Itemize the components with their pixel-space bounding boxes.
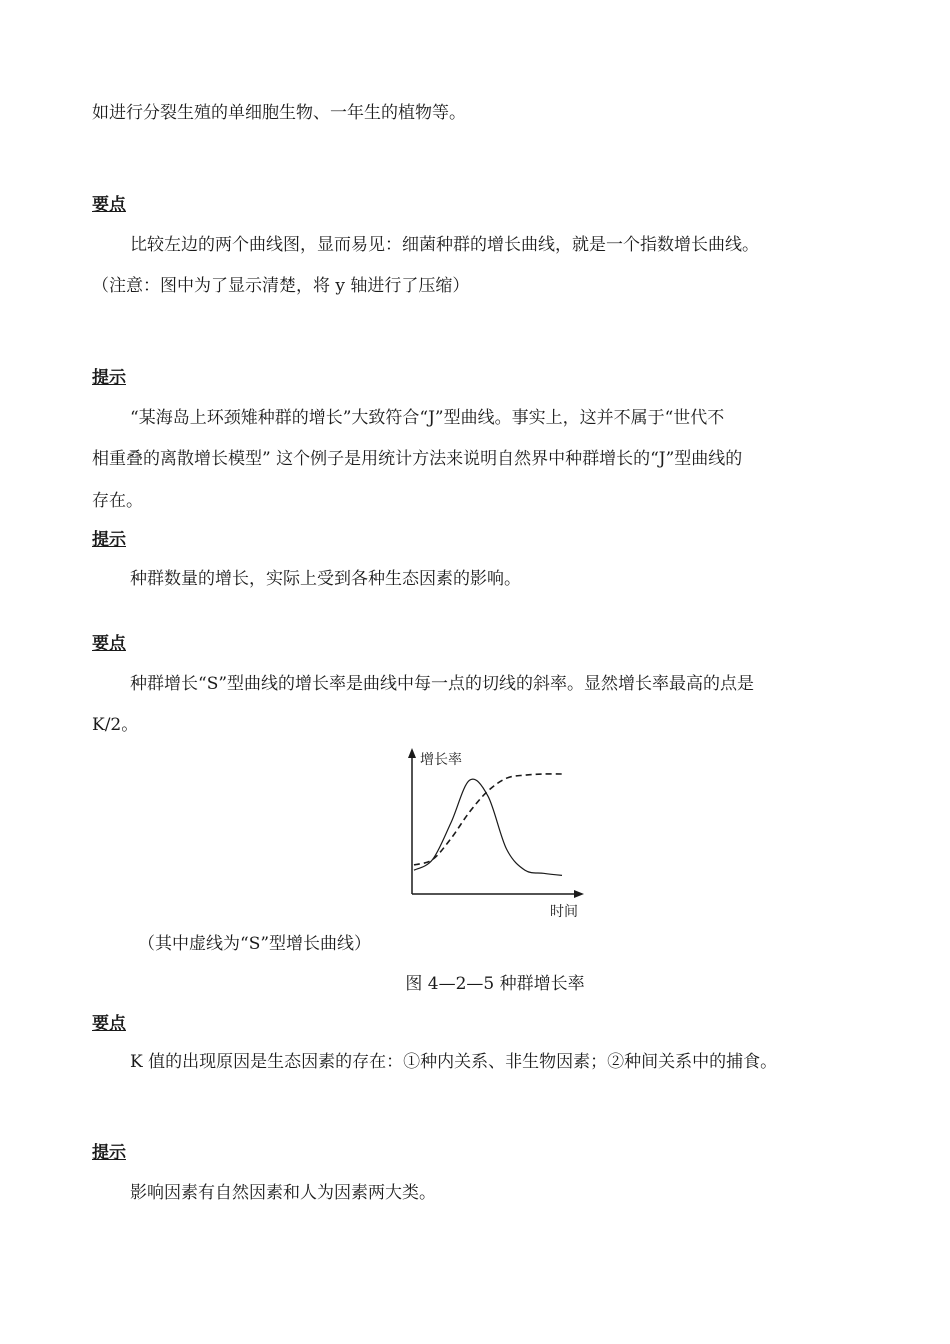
- paragraph-5: K 值的出现原因是生态因素的存在：①种内关系、非生物因素；②种间关系中的捕食。: [130, 1052, 778, 1072]
- growth-rate-chart: [402, 744, 592, 924]
- y-axis-label: 增长率: [420, 752, 462, 768]
- paragraph-6: 影响因素有自然因素和人为因素两大类。: [130, 1183, 436, 1203]
- figure-note: （其中虚线为“S”型增长曲线）: [138, 934, 372, 954]
- paragraph-4b: K/2。: [92, 715, 139, 735]
- paragraph-2a: “某海岛上环颈雉种群的增长”大致符合“J”型曲线。事实上，这并不属于“世代不: [130, 408, 725, 428]
- growth-rate-curve: [414, 779, 562, 875]
- paragraph-3: 种群数量的增长，实际上受到各种生态因素的影响。: [130, 569, 521, 589]
- paragraph-1a: 比较左边的两个曲线图，显而易见：细菌种群的增长曲线，就是一个指数增长曲线。: [130, 235, 759, 255]
- growth-rate-figure: [402, 744, 592, 924]
- x-axis-label: 时间: [550, 904, 578, 920]
- paragraph-2c: 存在。: [92, 491, 143, 511]
- figure-caption: 图 4—2—5 种群增长率: [405, 974, 585, 994]
- paragraph-2b: 相重叠的离散增长模型” 这个例子是用统计方法来说明自然界中种群增长的“J”型曲线的: [92, 449, 743, 469]
- heading-keypoint-1: 要点: [92, 195, 126, 215]
- y-axis-arrow-icon: [408, 748, 416, 758]
- s-curve-dashed: [414, 774, 562, 865]
- heading-hint-2: 提示: [92, 530, 126, 550]
- heading-hint-1: 提示: [92, 368, 126, 388]
- heading-hint-3: 提示: [92, 1143, 126, 1163]
- paragraph-1b: （注意：图中为了显示清楚，将 y 轴进行了压缩）: [92, 276, 470, 296]
- heading-keypoint-2: 要点: [92, 634, 126, 654]
- intro-text: 如进行分裂生殖的单细胞生物、一年生的植物等。: [92, 103, 466, 123]
- heading-keypoint-3: 要点: [92, 1014, 126, 1034]
- x-axis-arrow-icon: [574, 890, 584, 898]
- paragraph-4a: 种群增长“S”型曲线的增长率是曲线中每一点的切线的斜率。显然增长率最高的点是: [130, 674, 755, 694]
